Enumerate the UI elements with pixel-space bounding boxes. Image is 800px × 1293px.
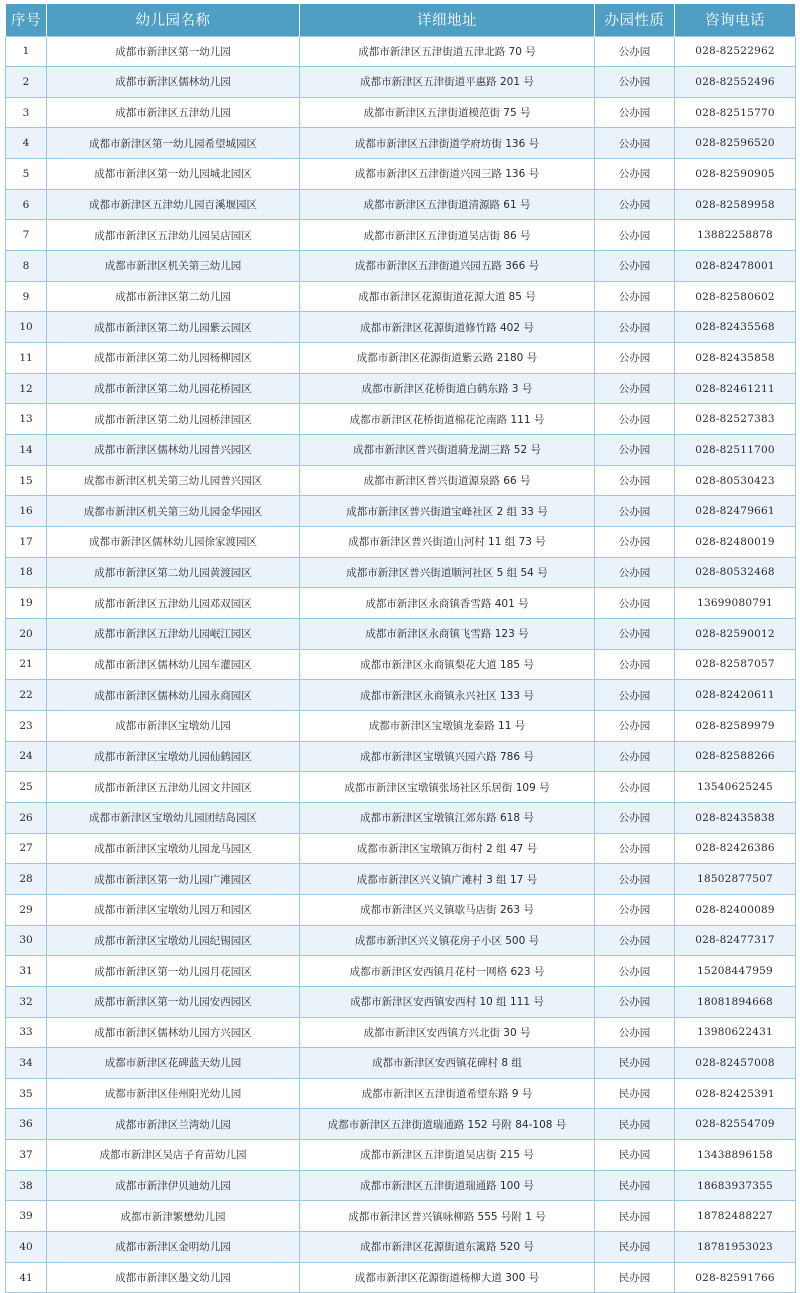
kindergarten-table	[5, 4, 796, 1293]
cell-name: 成都市新津伊贝迪幼儿园	[47, 1170, 300, 1201]
cell-name: 成都市新津区第二幼儿园	[47, 281, 300, 312]
cell-address: 成都市新津区五津街道希望东路 9 号	[300, 1078, 595, 1109]
cell-index: 35	[6, 1078, 47, 1109]
cell-phone: 028-82522962	[675, 36, 796, 67]
cell-name: 成都市新津区五津幼儿园吴店园区	[47, 220, 300, 251]
cell-phone: 18781953023	[675, 1232, 796, 1263]
cell-index: 3	[6, 97, 47, 128]
cell-type: 公办园	[595, 435, 675, 466]
cell-address: 成都市新津区五津街道学府坊街 136 号	[300, 128, 595, 159]
cell-phone: 18502877507	[675, 864, 796, 895]
table-row	[6, 1262, 796, 1293]
cell-phone: 13980622431	[675, 1017, 796, 1048]
cell-name: 成都市新津区五津幼儿园百溪堰园区	[47, 189, 300, 220]
cell-name: 成都市新津繁懋幼儿园	[47, 1201, 300, 1232]
cell-index: 34	[6, 1048, 47, 1079]
table-row	[6, 281, 796, 312]
cell-index: 26	[6, 802, 47, 833]
cell-type: 公办园	[595, 649, 675, 680]
header-row	[6, 4, 796, 36]
cell-type: 公办园	[595, 1017, 675, 1048]
cell-index: 18	[6, 557, 47, 588]
cell-type: 民办园	[595, 1078, 675, 1109]
cell-index: 38	[6, 1170, 47, 1201]
cell-type: 公办园	[595, 373, 675, 404]
cell-phone: 028-82420611	[675, 680, 796, 711]
table-row	[6, 343, 796, 374]
cell-index: 4	[6, 128, 47, 159]
cell-name: 成都市新津区宝墩幼儿园仙鹤园区	[47, 741, 300, 772]
cell-address: 成都市新津区永商镇永兴社区 133 号	[300, 680, 595, 711]
table-row	[6, 1232, 796, 1263]
cell-name: 成都市新津区五津幼儿园	[47, 97, 300, 128]
cell-type: 公办园	[595, 680, 675, 711]
cell-index: 37	[6, 1140, 47, 1171]
table-row	[6, 802, 796, 833]
cell-name: 成都市新津区第一幼儿园希望城园区	[47, 128, 300, 159]
cell-phone: 13438896158	[675, 1140, 796, 1171]
cell-name: 成都市新津区宝墩幼儿园万和园区	[47, 894, 300, 925]
cell-type: 民办园	[595, 1140, 675, 1171]
cell-name: 成都市新津区儒林幼儿园	[47, 67, 300, 98]
cell-phone: 028-82590012	[675, 618, 796, 649]
cell-index: 33	[6, 1017, 47, 1048]
cell-type: 公办园	[595, 496, 675, 527]
cell-index: 13	[6, 404, 47, 435]
cell-type: 公办园	[595, 97, 675, 128]
cell-name: 成都市新津区金明幼儿园	[47, 1232, 300, 1263]
cell-phone: 028-82435838	[675, 802, 796, 833]
cell-address: 成都市新津区宝墩镇万街村 2 组 47 号	[300, 833, 595, 864]
cell-type: 公办园	[595, 36, 675, 67]
cell-index: 15	[6, 465, 47, 496]
table-row	[6, 404, 796, 435]
cell-phone: 13540625245	[675, 772, 796, 803]
table-row	[6, 710, 796, 741]
cell-address: 成都市新津区宝墩镇兴园六路 786 号	[300, 741, 595, 772]
cell-name: 成都市新津区第二幼儿园花桥园区	[47, 373, 300, 404]
table-row	[6, 36, 796, 67]
cell-address: 成都市新津区普兴街道宝峰社区 2 组 33 号	[300, 496, 595, 527]
cell-phone: 028-82457008	[675, 1048, 796, 1079]
cell-phone: 028-82515770	[675, 97, 796, 128]
cell-name: 成都市新津区第一幼儿园安西园区	[47, 986, 300, 1017]
cell-name: 成都市新津区宝墩幼儿园纪锡园区	[47, 925, 300, 956]
table-row	[6, 1201, 796, 1232]
cell-phone: 028-82479661	[675, 496, 796, 527]
cell-name: 成都市新津区机关第三幼儿园金华园区	[47, 496, 300, 527]
cell-address: 成都市新津区普兴街道骑龙湖三路 52 号	[300, 435, 595, 466]
cell-index: 14	[6, 435, 47, 466]
cell-address: 成都市新津区花源街道紫云路 2180 号	[300, 343, 595, 374]
cell-name: 成都市新津区宝墩幼儿园龙马园区	[47, 833, 300, 864]
cell-phone: 028-82589979	[675, 710, 796, 741]
cell-index: 25	[6, 772, 47, 803]
cell-name: 成都市新津区第二幼儿园桥津园区	[47, 404, 300, 435]
cell-phone: 028-82425391	[675, 1078, 796, 1109]
cell-type: 民办园	[595, 1109, 675, 1140]
cell-type: 公办园	[595, 588, 675, 619]
header-address: 详细地址	[300, 4, 595, 36]
table-row	[6, 741, 796, 772]
cell-type: 公办园	[595, 128, 675, 159]
table-row	[6, 496, 796, 527]
table-row	[6, 373, 796, 404]
cell-type: 民办园	[595, 1170, 675, 1201]
cell-name: 成都市新津区儒林幼儿园徐家渡园区	[47, 527, 300, 558]
cell-address: 成都市新津区永商镇飞雪路 123 号	[300, 618, 595, 649]
cell-name: 成都市新津区第一幼儿园月花园区	[47, 956, 300, 987]
cell-index: 24	[6, 741, 47, 772]
cell-index: 30	[6, 925, 47, 956]
table-row	[6, 557, 796, 588]
table-row	[6, 435, 796, 466]
table-row	[6, 1048, 796, 1079]
cell-address: 成都市新津区兴义镇花房子小区 500 号	[300, 925, 595, 956]
cell-index: 41	[6, 1262, 47, 1293]
table-body	[6, 36, 796, 1293]
cell-type: 公办园	[595, 986, 675, 1017]
cell-index: 9	[6, 281, 47, 312]
cell-name: 成都市新津区宝墩幼儿园团结岛园区	[47, 802, 300, 833]
cell-type: 公办园	[595, 618, 675, 649]
cell-address: 成都市新津区普兴街道顺河社区 5 组 54 号	[300, 557, 595, 588]
cell-index: 11	[6, 343, 47, 374]
cell-name: 成都市新津区儒林幼儿园方兴园区	[47, 1017, 300, 1048]
header-name: 幼儿园名称	[47, 4, 300, 36]
cell-index: 2	[6, 67, 47, 98]
table-row	[6, 588, 796, 619]
cell-phone: 13882258878	[675, 220, 796, 251]
table-row	[6, 251, 796, 282]
cell-type: 公办园	[595, 159, 675, 190]
cell-address: 成都市新津区花源街道东篱路 520 号	[300, 1232, 595, 1263]
table-row	[6, 128, 796, 159]
cell-index: 10	[6, 312, 47, 343]
cell-address: 成都市新津区五津街道瑞通路 100 号	[300, 1170, 595, 1201]
cell-address: 成都市新津区五津街道瑞通路 152 号附 84-108 号	[300, 1109, 595, 1140]
cell-phone: 18782488227	[675, 1201, 796, 1232]
cell-index: 32	[6, 986, 47, 1017]
cell-address: 成都市新津区五津街道五津北路 70 号	[300, 36, 595, 67]
table-header	[6, 4, 796, 36]
table-row	[6, 864, 796, 895]
table-row	[6, 312, 796, 343]
cell-address: 成都市新津区普兴街道山河村 11 组 73 号	[300, 527, 595, 558]
cell-address: 成都市新津区永商镇梨花大道 185 号	[300, 649, 595, 680]
cell-index: 1	[6, 36, 47, 67]
cell-address: 成都市新津区五津街道兴园五路 366 号	[300, 251, 595, 282]
cell-address: 成都市新津区五津街道平惠路 201 号	[300, 67, 595, 98]
cell-phone: 028-82590905	[675, 159, 796, 190]
cell-index: 21	[6, 649, 47, 680]
cell-index: 5	[6, 159, 47, 190]
cell-address: 成都市新津区安西镇月花村一网格 623 号	[300, 956, 595, 987]
cell-address: 成都市新津区安西镇安西村 10 组 111 号	[300, 986, 595, 1017]
cell-type: 公办园	[595, 404, 675, 435]
table-row	[6, 67, 796, 98]
table-row	[6, 1109, 796, 1140]
cell-phone: 028-82552496	[675, 67, 796, 98]
cell-index: 22	[6, 680, 47, 711]
cell-address: 成都市新津区五津街道清源路 61 号	[300, 189, 595, 220]
cell-phone: 13699080791	[675, 588, 796, 619]
cell-address: 成都市新津区花桥街道棉花沱南路 111 号	[300, 404, 595, 435]
table-row	[6, 220, 796, 251]
cell-index: 19	[6, 588, 47, 619]
cell-name: 成都市新津区儒林幼儿园普兴园区	[47, 435, 300, 466]
table-row	[6, 680, 796, 711]
cell-index: 29	[6, 894, 47, 925]
cell-address: 成都市新津区五津街道吴店街 215 号	[300, 1140, 595, 1171]
cell-type: 公办园	[595, 833, 675, 864]
cell-type: 公办园	[595, 527, 675, 558]
cell-phone: 028-82527383	[675, 404, 796, 435]
cell-address: 成都市新津区宝墩镇江郊东路 618 号	[300, 802, 595, 833]
cell-phone: 028-82591766	[675, 1262, 796, 1293]
cell-phone: 028-82587057	[675, 649, 796, 680]
cell-phone: 028-82435858	[675, 343, 796, 374]
cell-type: 公办园	[595, 894, 675, 925]
cell-index: 16	[6, 496, 47, 527]
table-row	[6, 956, 796, 987]
cell-type: 民办园	[595, 1048, 675, 1079]
cell-phone: 028-82478001	[675, 251, 796, 282]
cell-phone: 028-82480019	[675, 527, 796, 558]
table-row	[6, 189, 796, 220]
cell-type: 民办园	[595, 1201, 675, 1232]
cell-type: 公办园	[595, 220, 675, 251]
cell-address: 成都市新津区五津街道模范街 75 号	[300, 97, 595, 128]
cell-name: 成都市新津区兰湾幼儿园	[47, 1109, 300, 1140]
cell-phone: 18683937355	[675, 1170, 796, 1201]
header-type: 办园性质	[595, 4, 675, 36]
cell-address: 成都市新津区兴义镇广滩村 3 组 17 号	[300, 864, 595, 895]
cell-type: 公办园	[595, 312, 675, 343]
table-row	[6, 649, 796, 680]
cell-index: 17	[6, 527, 47, 558]
cell-name: 成都市新津区五津幼儿园岷江园区	[47, 618, 300, 649]
cell-index: 7	[6, 220, 47, 251]
cell-phone: 028-82511700	[675, 435, 796, 466]
cell-name: 成都市新津区第一幼儿园城北园区	[47, 159, 300, 190]
cell-type: 公办园	[595, 772, 675, 803]
cell-index: 31	[6, 956, 47, 987]
cell-address: 成都市新津区兴义镇歇马店街 263 号	[300, 894, 595, 925]
cell-address: 成都市新津区宝墩镇龙泰路 11 号	[300, 710, 595, 741]
cell-type: 民办园	[595, 1262, 675, 1293]
table-row	[6, 1078, 796, 1109]
cell-index: 27	[6, 833, 47, 864]
cell-phone: 028-82426386	[675, 833, 796, 864]
cell-address: 成都市新津区五津街道吴店街 86 号	[300, 220, 595, 251]
cell-phone: 028-82477317	[675, 925, 796, 956]
header-index: 序号	[6, 4, 47, 36]
table-row	[6, 833, 796, 864]
table-row	[6, 1170, 796, 1201]
cell-phone: 028-82589958	[675, 189, 796, 220]
cell-name: 成都市新津区吴店子育苗幼儿园	[47, 1140, 300, 1171]
cell-name: 成都市新津区第二幼儿园紫云园区	[47, 312, 300, 343]
cell-address: 成都市新津区花源街道修竹路 402 号	[300, 312, 595, 343]
cell-index: 8	[6, 251, 47, 282]
cell-name: 成都市新津区儒林幼儿园车灌园区	[47, 649, 300, 680]
cell-name: 成都市新津区宝墩幼儿园	[47, 710, 300, 741]
cell-index: 6	[6, 189, 47, 220]
cell-index: 23	[6, 710, 47, 741]
cell-index: 20	[6, 618, 47, 649]
cell-phone: 028-82400089	[675, 894, 796, 925]
table-row	[6, 1140, 796, 1171]
cell-type: 公办园	[595, 956, 675, 987]
table-row	[6, 894, 796, 925]
cell-name: 成都市新津区机关第三幼儿园	[47, 251, 300, 282]
cell-type: 公办园	[595, 802, 675, 833]
cell-address: 成都市新津区永商镇香雪路 401 号	[300, 588, 595, 619]
cell-index: 36	[6, 1109, 47, 1140]
cell-name: 成都市新津区佳州阳光幼儿园	[47, 1078, 300, 1109]
table-row	[6, 1017, 796, 1048]
cell-phone: 028-82596520	[675, 128, 796, 159]
cell-type: 公办园	[595, 189, 675, 220]
cell-type: 公办园	[595, 741, 675, 772]
cell-type: 公办园	[595, 343, 675, 374]
cell-type: 公办园	[595, 710, 675, 741]
table-row	[6, 159, 796, 190]
cell-type: 民办园	[595, 1232, 675, 1263]
table-row	[6, 925, 796, 956]
table-row	[6, 97, 796, 128]
table-row	[6, 527, 796, 558]
cell-phone: 028-82588266	[675, 741, 796, 772]
cell-name: 成都市新津区第一幼儿园广滩园区	[47, 864, 300, 895]
cell-phone: 028-82554709	[675, 1109, 796, 1140]
cell-index: 39	[6, 1201, 47, 1232]
cell-address: 成都市新津区花源街道花源大道 85 号	[300, 281, 595, 312]
cell-name: 成都市新津区墨文幼儿园	[47, 1262, 300, 1293]
cell-name: 成都市新津区机关第三幼儿园普兴园区	[47, 465, 300, 496]
cell-phone: 028-80532468	[675, 557, 796, 588]
cell-type: 公办园	[595, 67, 675, 98]
cell-name: 成都市新津区五津幼儿园文井园区	[47, 772, 300, 803]
cell-address: 成都市新津区安西镇方兴北街 30 号	[300, 1017, 595, 1048]
cell-phone: 028-82435568	[675, 312, 796, 343]
cell-phone: 028-82580602	[675, 281, 796, 312]
table-row	[6, 465, 796, 496]
cell-address: 成都市新津区宝墩镇张场社区乐居街 109 号	[300, 772, 595, 803]
cell-address: 成都市新津区安西镇花碑村 8 组	[300, 1048, 595, 1079]
cell-type: 公办园	[595, 465, 675, 496]
cell-index: 28	[6, 864, 47, 895]
cell-phone: 15208447959	[675, 956, 796, 987]
cell-name: 成都市新津区花碑蓝天幼儿园	[47, 1048, 300, 1079]
cell-address: 成都市新津区普兴街道源泉路 66 号	[300, 465, 595, 496]
table-row	[6, 772, 796, 803]
table-row	[6, 618, 796, 649]
header-phone: 咨询电话	[675, 4, 796, 36]
cell-address: 成都市新津区花桥街道白鹤东路 3 号	[300, 373, 595, 404]
cell-name: 成都市新津区第二幼儿园黄渡园区	[47, 557, 300, 588]
cell-type: 公办园	[595, 251, 675, 282]
cell-phone: 18081894668	[675, 986, 796, 1017]
cell-type: 公办园	[595, 281, 675, 312]
cell-address: 成都市新津区花源街道杨柳大道 300 号	[300, 1262, 595, 1293]
cell-name: 成都市新津区儒林幼儿园永商园区	[47, 680, 300, 711]
table-row	[6, 986, 796, 1017]
cell-type: 公办园	[595, 864, 675, 895]
cell-index: 12	[6, 373, 47, 404]
cell-address: 成都市新津区普兴镇咏柳路 555 号附 1 号	[300, 1201, 595, 1232]
cell-type: 公办园	[595, 557, 675, 588]
cell-name: 成都市新津区第一幼儿园	[47, 36, 300, 67]
cell-phone: 028-80530423	[675, 465, 796, 496]
cell-name: 成都市新津区第二幼儿园杨柳园区	[47, 343, 300, 374]
cell-type: 公办园	[595, 925, 675, 956]
cell-address: 成都市新津区五津街道兴园三路 136 号	[300, 159, 595, 190]
cell-name: 成都市新津区五津幼儿园邓双园区	[47, 588, 300, 619]
cell-phone: 028-82461211	[675, 373, 796, 404]
cell-index: 40	[6, 1232, 47, 1263]
